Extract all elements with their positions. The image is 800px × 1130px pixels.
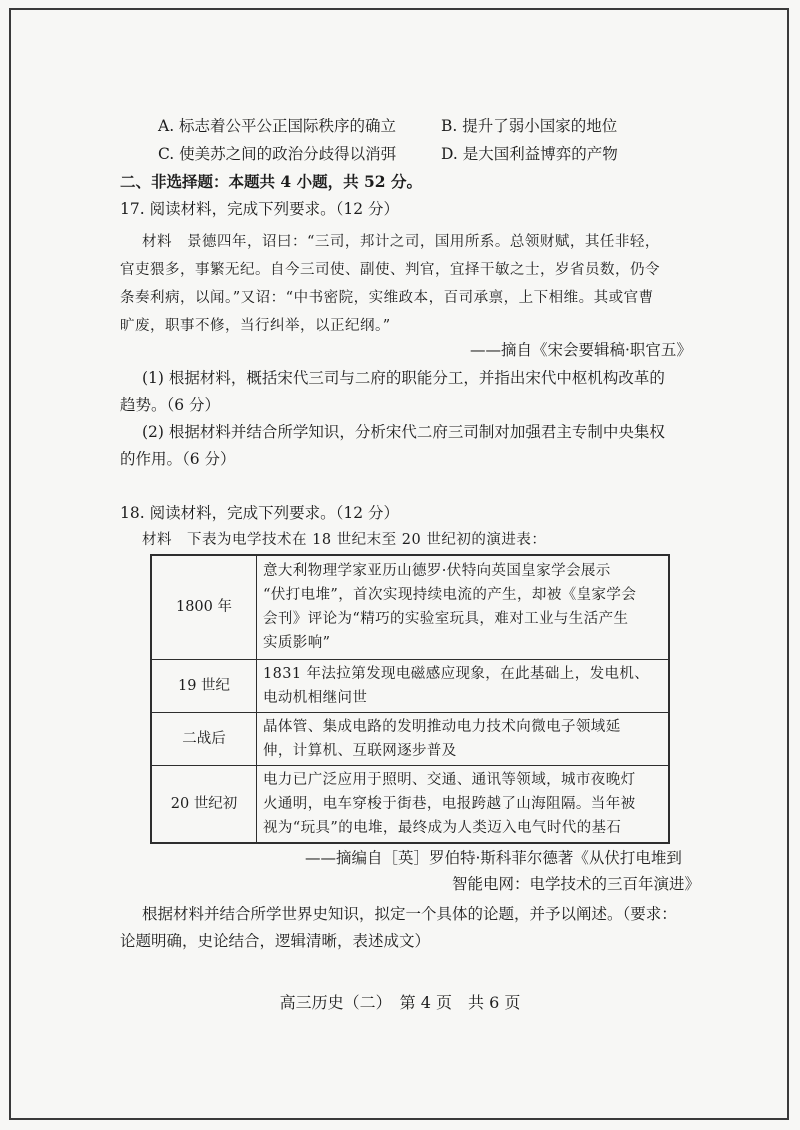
- q18-source-line1: ——摘编自［英］罗伯特·斯科菲尔德著《从伏打电堆到: [305, 849, 682, 867]
- table-desc-line: 电动机相继问世: [263, 689, 368, 706]
- table-desc-line: 伸，计算机、互联网逐步普及: [263, 742, 457, 759]
- option-a: A. 标志着公平公正国际秩序的确立: [158, 117, 397, 135]
- table-desc-line: “伏打电堆”，首次实现持续电流的产生，却被《皇家学会: [263, 587, 637, 604]
- q17-stem: 17. 阅读材料，完成下列要求。（12 分）: [120, 200, 399, 218]
- table-desc-line: 火通明，电车穿梭于街巷，电报跨越了山海阻隔。当年被: [263, 795, 636, 812]
- q17-sub2-cont: 的作用。（6 分）: [120, 450, 236, 468]
- option-b: B. 提升了弱小国家的地位: [441, 117, 618, 135]
- q18-task-cont: 论题明确，史论结合，逻辑清晰，表述成文）: [120, 932, 431, 950]
- q17-material-line: 旷废，职事不修，当行纠举，以正纪纲。”: [120, 318, 391, 334]
- table-desc: [257, 659, 670, 712]
- table-row: [151, 765, 669, 843]
- table-row: [151, 712, 669, 765]
- table-period: 19 世纪: [151, 659, 257, 712]
- page-footer: 高三历史（二） 第 4 页 共 6 页: [279, 993, 521, 1012]
- option-c: C. 使美苏之间的政治分歧得以消弭: [158, 145, 397, 163]
- table-desc: [257, 765, 670, 843]
- table-period: 20 世纪初: [151, 765, 257, 843]
- table-desc-line: 1831 年法拉第发现电磁感应现象，在此基础上，发电机、: [263, 665, 650, 682]
- table-desc-line: 意大利物理学家亚历山德罗·伏特向英国皇家学会展示: [263, 563, 611, 580]
- evolution-table: [150, 554, 670, 844]
- q17-sub2: (2) 根据材料并结合所学知识，分析宋代二府三司制对加强君主专制中央集权: [142, 423, 665, 441]
- q18-source-line2: 智能电网：电学技术的三百年演进》: [452, 875, 701, 893]
- table-period: 1800 年: [151, 555, 257, 659]
- table-desc-line: 电力已广泛应用于照明、交通、通讯等领域，城市夜晚灯: [263, 771, 636, 788]
- q17-material-line: 官吏猥多，事繁无纪。自今三司使、副使、判官，宜择干敏之士，岁省员数，仍令: [120, 262, 660, 278]
- q17-source: ——摘自《宋会要辑稿·职官五》: [470, 341, 692, 359]
- table-desc-line: 会刊》评论为“精巧的实验室玩具，难对工业与生活产生: [263, 611, 629, 628]
- q17-sub1-cont: 趋势。（6 分）: [120, 396, 221, 414]
- section-heading: 二、非选择题：本题共 4 小题，共 52 分。: [120, 172, 422, 191]
- q18-stem: 18. 阅读材料，完成下列要求。（12 分）: [120, 504, 399, 522]
- table-desc-line: 实质影响”: [263, 635, 331, 652]
- table-desc-line: 晶体管、集成电路的发明推动电力技术向微电子领域延: [263, 718, 621, 735]
- option-d: D. 是大国利益博弈的产物: [441, 145, 618, 163]
- q17-material-line: 条奏利病，以闻。”又诏：“中书密院，实维政本，百司承禀，上下相维。其或官曹: [120, 290, 654, 306]
- table-desc: [257, 712, 670, 765]
- table-row: [151, 659, 669, 712]
- q18-material-intro: 材料 下表为电学技术在 18 世纪末至 20 世纪初的演进表：: [142, 532, 547, 548]
- q17-material-line: 材料 景德四年，诏曰：“三司，邦计之司，国用所系。总领财赋，其任非轻，: [142, 234, 660, 250]
- table-desc-line: 视为“玩具”的电堆，最终成为人类迈入电气时代的基石: [263, 819, 622, 836]
- q17-sub1: (1) 根据材料，概括宋代三司与二府的职能分工，并指出宋代中枢机构改革的: [142, 369, 665, 387]
- q18-task: 根据材料并结合所学世界史知识，拟定一个具体的论题，并予以阐述。（要求：: [142, 905, 677, 923]
- table-row: [151, 555, 669, 659]
- table-period: 二战后: [151, 712, 257, 765]
- table-desc: [257, 555, 670, 659]
